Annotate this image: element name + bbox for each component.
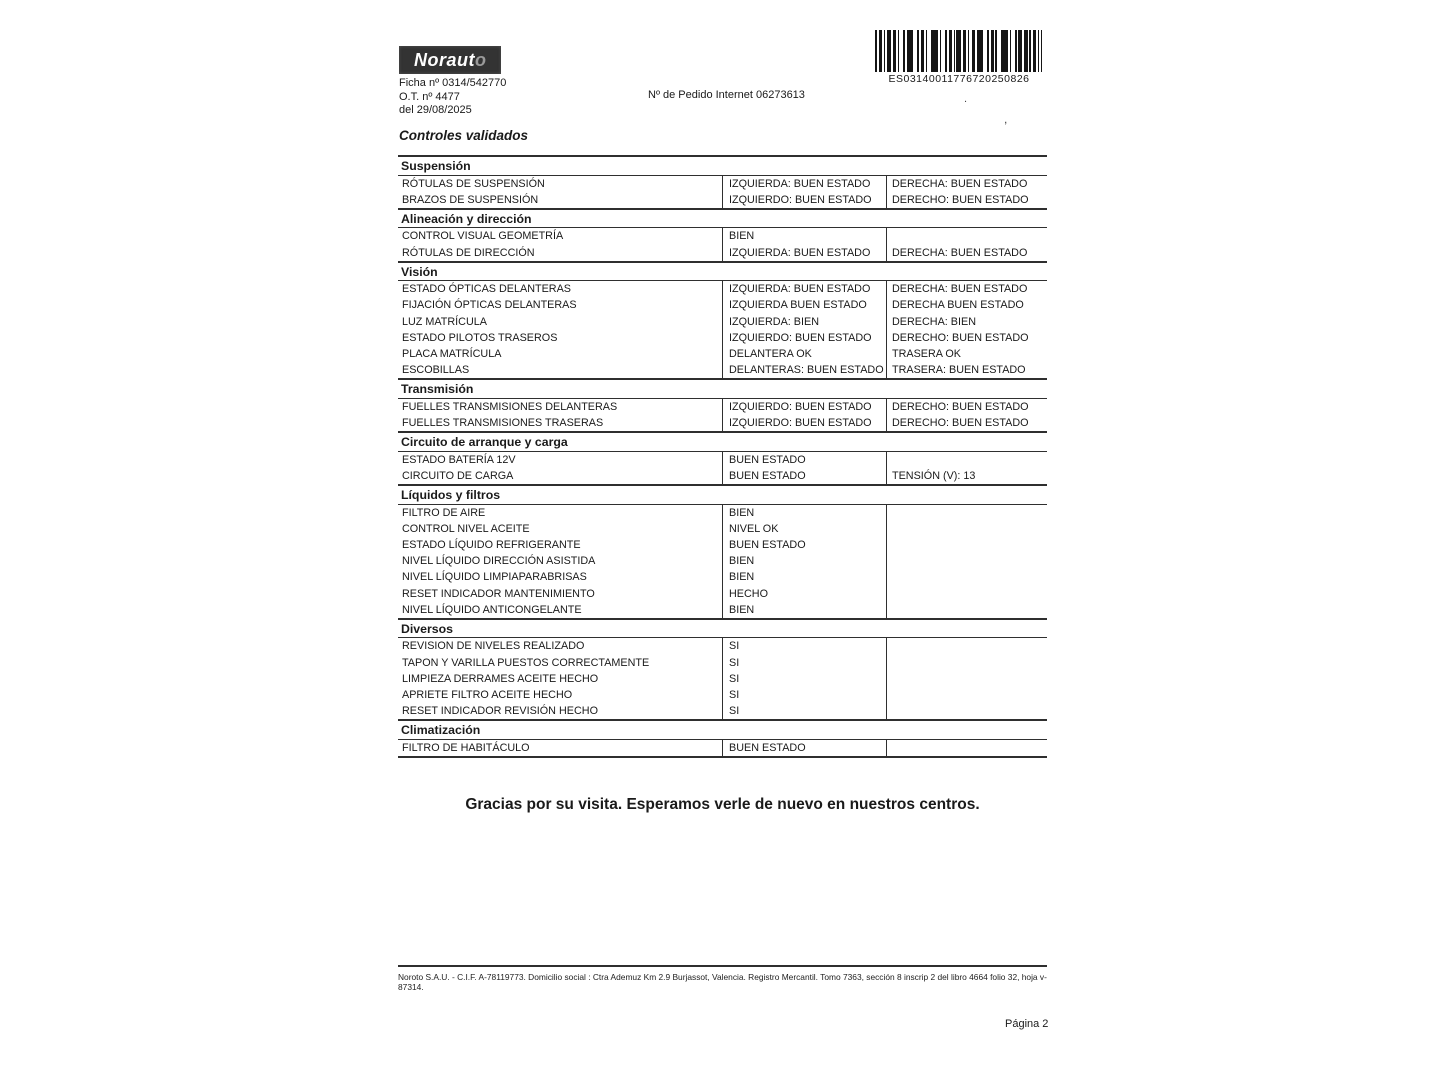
row-label: ESTADO LÍQUIDO REFRIGERANTE xyxy=(402,539,581,551)
section-header-vision: Visión xyxy=(398,261,1047,282)
row-value-right xyxy=(886,740,1047,756)
logo-accent-o: o xyxy=(475,49,486,70)
table-row xyxy=(398,537,1047,553)
row-value-left: SI xyxy=(722,671,886,687)
document-meta xyxy=(399,77,506,118)
row-value-left: DELANTERAS: BUEN ESTADO xyxy=(722,362,886,378)
row-label: REVISION DE NIVELES REALIZADO xyxy=(402,640,585,653)
row-value-right: DERECHA: BIEN xyxy=(886,314,1047,330)
row-value-right xyxy=(886,687,1047,703)
table-row xyxy=(398,655,1047,671)
section-header-diversos: Diversos xyxy=(398,618,1047,639)
table-row xyxy=(398,192,1047,208)
barcode-bars-icon xyxy=(875,30,1043,72)
footer-divider xyxy=(398,965,1047,967)
row-label: CIRCUITO DE CARGA xyxy=(402,469,514,482)
row-value-right: DERECHA: BUEN ESTADO xyxy=(886,281,1047,297)
row-label: FUELLES TRANSMISIONES DELANTERAS xyxy=(402,400,618,413)
row-value-left: BUEN ESTADO xyxy=(722,537,886,553)
row-value-right: DERECHA: BUEN ESTADO xyxy=(886,245,1047,261)
row-value-left: BUEN ESTADO xyxy=(722,468,886,484)
row-value-left: BUEN ESTADO xyxy=(722,452,886,468)
row-value-right xyxy=(886,602,1047,618)
table-row xyxy=(398,297,1047,313)
row-label: FIJACIÓN ÓPTICAS DELANTERAS xyxy=(402,299,577,312)
norauto-logo xyxy=(399,46,501,74)
row-label: CONTROL NIVEL ACEITE xyxy=(402,522,530,535)
row-value-right xyxy=(886,569,1047,585)
row-label: FILTRO DE HABITÁCULO xyxy=(402,741,530,754)
row-value-right xyxy=(886,228,1047,244)
barcode-value: ES03140011776720250826 xyxy=(888,73,1030,85)
row-value-left: BUEN ESTADO xyxy=(722,740,886,756)
row-label: PLACA MATRÍCULA xyxy=(402,348,502,360)
section-header-alineacion: Alineación y dirección xyxy=(398,208,1047,229)
table-row xyxy=(398,687,1047,703)
row-value-left: BIEN xyxy=(722,228,886,244)
row-value-left: SI xyxy=(722,655,886,671)
row-label: NIVEL LÍQUIDO ANTICONGELANTE xyxy=(402,603,582,616)
document-date: del 29/08/2025 xyxy=(399,104,472,116)
row-value-left: IZQUIERDO: BUEN ESTADO xyxy=(722,399,886,415)
row-value-right xyxy=(886,505,1047,521)
row-value-left: IZQUIERDA: BUEN ESTADO xyxy=(722,245,886,261)
row-label: FILTRO DE AIRE xyxy=(402,506,486,519)
row-value-left: IZQUIERDO: BUEN ESTADO xyxy=(722,415,886,431)
row-label: RESET INDICADOR REVISIÓN HECHO xyxy=(402,705,598,718)
stray-mark: , xyxy=(1004,112,1008,126)
table-row xyxy=(398,228,1047,244)
row-value-right: DERECHA: BUEN ESTADO xyxy=(886,176,1047,192)
row-value-left: IZQUIERDA: BUEN ESTADO xyxy=(722,281,886,297)
row-label: RESET INDICADOR MANTENIMIENTO xyxy=(402,587,595,600)
row-value-left: BIEN xyxy=(722,602,886,618)
table-row xyxy=(398,521,1047,537)
section-header-liquidos: Líquidos y filtros xyxy=(398,484,1047,505)
table-row xyxy=(398,330,1047,346)
row-label: TAPON Y VARILLA PUESTOS CORRECTAMENTE xyxy=(402,656,650,669)
row-value-right xyxy=(886,452,1047,468)
internet-order-number: Nº de Pedido Internet 06273613 xyxy=(648,89,805,101)
row-value-left: IZQUIERDA BUEN ESTADO xyxy=(722,297,886,313)
section-header-suspension: Suspensión xyxy=(398,155,1047,176)
barcode xyxy=(875,30,1043,85)
row-value-right: DERECHO: BUEN ESTADO xyxy=(886,399,1047,415)
row-label: FUELLES TRANSMISIONES TRASERAS xyxy=(402,417,604,430)
row-label: APRIETE FILTRO ACEITE HECHO xyxy=(402,689,573,701)
row-value-right: DERECHO: BUEN ESTADO xyxy=(886,330,1047,346)
row-label: RÓTULAS DE SUSPENSIÓN xyxy=(402,177,545,190)
row-label: NIVEL LÍQUIDO LIMPIAPARABRISAS xyxy=(402,571,587,584)
thanks-message: Gracias por su visita. Esperamos verle de nuevo en nuestros centros. xyxy=(465,796,980,813)
section-header-climatizacion: Climatización xyxy=(398,719,1047,740)
row-value-left: DELANTERA OK xyxy=(722,346,886,362)
row-value-left: IZQUIERDA: BUEN ESTADO xyxy=(722,176,886,192)
table-row xyxy=(398,399,1047,415)
row-label: BRAZOS DE SUSPENSIÓN xyxy=(402,193,539,206)
footer-legal-text: Noroto S.A.U. - C.I.F. A-78119773. Domicilio social : Ctra Ademuz Km 2.9 Burjassot, Valencia. Registro Mercantil. Tomo 7363, sección 8 inscrip 2 del libro 4664 folio 32, hoja v-87314. xyxy=(398,972,1047,992)
row-label: LUZ MATRÍCULA xyxy=(402,315,487,328)
table-row xyxy=(398,176,1047,192)
table-row xyxy=(398,346,1047,362)
table-row xyxy=(398,314,1047,330)
row-value-right: TRASERA OK xyxy=(886,346,1047,362)
row-value-right xyxy=(886,553,1047,569)
row-value-left: BIEN xyxy=(722,553,886,569)
work-order-number: O.T. nº 4477 xyxy=(399,90,460,103)
section-header-circuito: Circuito de arranque y carga xyxy=(398,431,1047,452)
table-row xyxy=(398,505,1047,521)
row-value-right xyxy=(886,671,1047,687)
row-value-right xyxy=(886,586,1047,602)
row-value-right: TRASERA: BUEN ESTADO xyxy=(886,362,1047,378)
row-value-right: DERECHO: BUEN ESTADO xyxy=(886,192,1047,208)
table-row xyxy=(398,281,1047,297)
section-header-transmision: Transmisión xyxy=(398,378,1047,399)
row-value-left: SI xyxy=(722,638,886,654)
table-row xyxy=(398,468,1047,484)
row-value-left: IZQUIERDO: BUEN ESTADO xyxy=(722,330,886,346)
row-label: RÓTULAS DE DIRECCIÓN xyxy=(402,246,535,259)
row-value-left: SI xyxy=(722,703,886,719)
row-label: CONTROL VISUAL GEOMETRÍA xyxy=(402,230,564,243)
table-row xyxy=(398,245,1047,261)
table-row xyxy=(398,362,1047,378)
page-title: Controles validados xyxy=(399,128,529,143)
table-row xyxy=(398,586,1047,602)
row-value-left: BIEN xyxy=(722,569,886,585)
row-value-left: SI xyxy=(722,687,886,703)
row-value-left: HECHO xyxy=(722,586,886,602)
row-value-left: BIEN xyxy=(722,505,886,521)
ficha-number: Ficha nº 0314/542770 xyxy=(399,77,507,89)
table-row xyxy=(398,452,1047,468)
row-label: ESTADO ÓPTICAS DELANTERAS xyxy=(402,283,571,296)
row-label: ESTADO PILOTOS TRASEROS xyxy=(402,331,558,344)
table-row xyxy=(398,703,1047,719)
page-number: Página 2 xyxy=(1005,1018,1049,1030)
row-label: NIVEL LÍQUIDO DIRECCIÓN ASISTIDA xyxy=(402,555,596,568)
row-label: LIMPIEZA DERRAMES ACEITE HECHO xyxy=(402,672,599,685)
row-value-right xyxy=(886,703,1047,719)
row-value-right: DERECHA BUEN ESTADO xyxy=(886,297,1047,313)
logo-text: Noraut xyxy=(414,49,475,70)
row-label: ESCOBILLAS xyxy=(402,364,470,377)
controls-table xyxy=(398,155,1047,758)
table-row xyxy=(398,569,1047,585)
row-value-left: IZQUIERDO: BUEN ESTADO xyxy=(722,192,886,208)
table-row xyxy=(398,415,1047,431)
stray-mark: . xyxy=(964,93,968,105)
row-label: ESTADO BATERÍA 12V xyxy=(402,453,516,466)
row-value-right xyxy=(886,655,1047,671)
row-value-right xyxy=(886,537,1047,553)
table-row xyxy=(398,671,1047,687)
table-row xyxy=(398,638,1047,654)
row-value-left: NIVEL OK xyxy=(722,521,886,537)
row-value-right xyxy=(886,638,1047,654)
row-value-right: DERECHO: BUEN ESTADO xyxy=(886,415,1047,431)
table-row xyxy=(398,602,1047,618)
row-value-right: TENSIÓN (V): 13 xyxy=(886,468,1047,484)
table-row xyxy=(398,553,1047,569)
table-row xyxy=(398,740,1047,756)
row-value-right xyxy=(886,521,1047,537)
row-value-left: IZQUIERDA: BIEN xyxy=(722,314,886,330)
